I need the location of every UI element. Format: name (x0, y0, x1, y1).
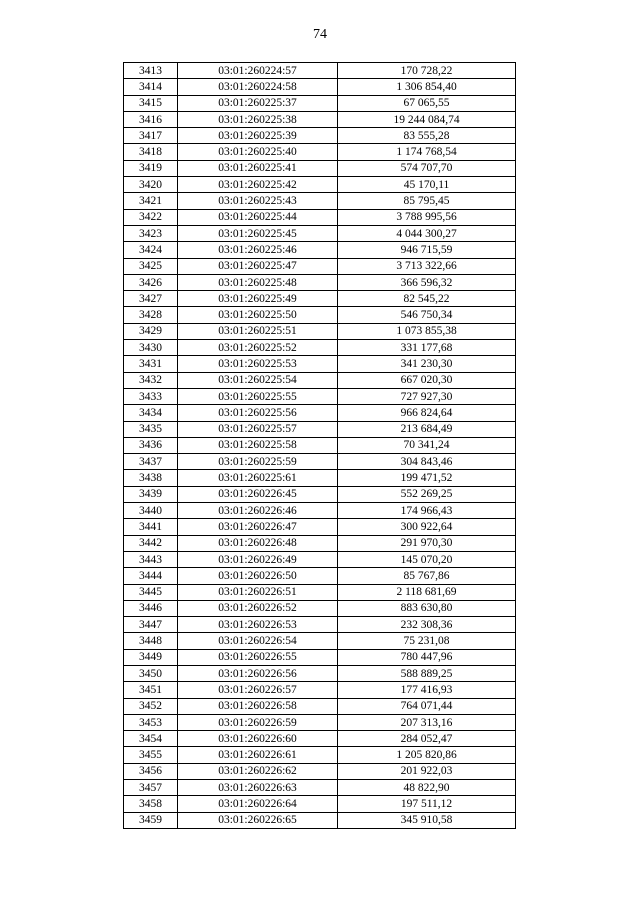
row-number-cell: 3419 (124, 160, 178, 176)
cadastral-value-cell: 291 970,30 (338, 535, 516, 551)
row-number-cell: 3423 (124, 225, 178, 241)
cadastral-value-cell: 85 767,86 (338, 568, 516, 584)
cadastral-value-cell: 588 889,25 (338, 665, 516, 681)
cadastral-value-cell: 331 177,68 (338, 340, 516, 356)
row-number-cell: 3447 (124, 617, 178, 633)
table-row (124, 405, 516, 421)
row-number-cell: 3432 (124, 372, 178, 388)
cadastral-number-cell: 03:01:260226:47 (178, 519, 338, 535)
cadastral-value-cell: 48 822,90 (338, 780, 516, 796)
cadastral-value-cell: 170 728,22 (338, 63, 516, 79)
cadastral-number-cell: 03:01:260225:58 (178, 437, 338, 453)
cadastral-number-cell: 03:01:260225:61 (178, 470, 338, 486)
table-row (124, 340, 516, 356)
cadastral-number-cell: 03:01:260225:49 (178, 291, 338, 307)
table-row (124, 258, 516, 274)
row-number-cell: 3444 (124, 568, 178, 584)
cadastral-number-cell: 03:01:260226:62 (178, 763, 338, 779)
cadastral-value-cell: 764 071,44 (338, 698, 516, 714)
table-row (124, 242, 516, 258)
table-row (124, 551, 516, 567)
cadastral-value-cell: 83 555,28 (338, 128, 516, 144)
table-row (124, 177, 516, 193)
table-row (124, 128, 516, 144)
cadastral-number-cell: 03:01:260226:56 (178, 665, 338, 681)
row-number-cell: 3426 (124, 274, 178, 290)
cadastral-value-cell: 1 205 820,86 (338, 747, 516, 763)
cadastral-value-cell: 345 910,58 (338, 812, 516, 828)
row-number-cell: 3418 (124, 144, 178, 160)
table-row (124, 356, 516, 372)
cadastral-number-cell: 03:01:260226:45 (178, 486, 338, 502)
cadastral-number-cell: 03:01:260225:40 (178, 144, 338, 160)
cadastral-number-cell: 03:01:260225:47 (178, 258, 338, 274)
row-number-cell: 3448 (124, 633, 178, 649)
row-number-cell: 3459 (124, 812, 178, 828)
cadastral-number-cell: 03:01:260226:53 (178, 617, 338, 633)
row-number-cell: 3452 (124, 698, 178, 714)
row-number-cell: 3442 (124, 535, 178, 551)
cadastral-value-cell: 284 052,47 (338, 731, 516, 747)
table-row (124, 796, 516, 812)
row-number-cell: 3445 (124, 584, 178, 600)
cadastral-value-cell: 552 269,25 (338, 486, 516, 502)
table-row (124, 307, 516, 323)
row-number-cell: 3458 (124, 796, 178, 812)
cadastral-value-cell: 946 715,59 (338, 242, 516, 258)
cadastral-number-cell: 03:01:260225:42 (178, 177, 338, 193)
row-number-cell: 3456 (124, 763, 178, 779)
cadastral-value-cell: 300 922,64 (338, 519, 516, 535)
row-number-cell: 3437 (124, 454, 178, 470)
row-number-cell: 3415 (124, 95, 178, 111)
cadastral-value-cell: 966 824,64 (338, 405, 516, 421)
table-row (124, 568, 516, 584)
cadastral-value-cell: 197 511,12 (338, 796, 516, 812)
row-number-cell: 3421 (124, 193, 178, 209)
cadastral-value-cell: 45 170,11 (338, 177, 516, 193)
table-row (124, 437, 516, 453)
row-number-cell: 3436 (124, 437, 178, 453)
cadastral-number-cell: 03:01:260226:60 (178, 731, 338, 747)
cadastral-number-cell: 03:01:260225:48 (178, 274, 338, 290)
cadastral-value-cell: 546 750,34 (338, 307, 516, 323)
cadastral-number-cell: 03:01:260225:57 (178, 421, 338, 437)
table-body (124, 63, 516, 829)
table-row (124, 535, 516, 551)
table-row (124, 274, 516, 290)
cadastral-number-cell: 03:01:260225:59 (178, 454, 338, 470)
row-number-cell: 3424 (124, 242, 178, 258)
row-number-cell: 3455 (124, 747, 178, 763)
cadastral-value-cell: 177 416,93 (338, 682, 516, 698)
table-row (124, 780, 516, 796)
cadastral-value-cell: 1 073 855,38 (338, 323, 516, 339)
cadastral-value-cell: 574 707,70 (338, 160, 516, 176)
table-row (124, 160, 516, 176)
cadastral-number-cell: 03:01:260225:41 (178, 160, 338, 176)
table-row (124, 323, 516, 339)
cadastral-value-cell: 4 044 300,27 (338, 225, 516, 241)
row-number-cell: 3413 (124, 63, 178, 79)
row-number-cell: 3422 (124, 209, 178, 225)
cadastral-value-cell: 199 471,52 (338, 470, 516, 486)
table-row (124, 421, 516, 437)
row-number-cell: 3416 (124, 111, 178, 127)
row-number-cell: 3441 (124, 519, 178, 535)
cadastral-number-cell: 03:01:260226:55 (178, 649, 338, 665)
cadastral-value-cell: 67 065,55 (338, 95, 516, 111)
table-row (124, 747, 516, 763)
table-row (124, 454, 516, 470)
table-row (124, 372, 516, 388)
row-number-cell: 3427 (124, 291, 178, 307)
table-row (124, 79, 516, 95)
cadastral-number-cell: 03:01:260225:45 (178, 225, 338, 241)
cadastral-value-cell: 207 313,16 (338, 714, 516, 730)
row-number-cell: 3446 (124, 600, 178, 616)
cadastral-number-cell: 03:01:260226:64 (178, 796, 338, 812)
row-number-cell: 3451 (124, 682, 178, 698)
row-number-cell: 3414 (124, 79, 178, 95)
row-number-cell: 3443 (124, 551, 178, 567)
cadastral-number-cell: 03:01:260226:50 (178, 568, 338, 584)
row-number-cell: 3453 (124, 714, 178, 730)
cadastral-value-table (123, 62, 516, 829)
table-row (124, 714, 516, 730)
table-row (124, 95, 516, 111)
cadastral-number-cell: 03:01:260225:44 (178, 209, 338, 225)
table-row (124, 209, 516, 225)
cadastral-value-cell: 341 230,30 (338, 356, 516, 372)
page-number: 74 (313, 27, 327, 42)
cadastral-number-cell: 03:01:260225:50 (178, 307, 338, 323)
table-row (124, 698, 516, 714)
cadastral-number-cell: 03:01:260225:53 (178, 356, 338, 372)
cadastral-value-cell: 70 341,24 (338, 437, 516, 453)
row-number-cell: 3429 (124, 323, 178, 339)
row-number-cell: 3454 (124, 731, 178, 747)
row-number-cell: 3431 (124, 356, 178, 372)
table-row (124, 731, 516, 747)
cadastral-value-cell: 3 713 322,66 (338, 258, 516, 274)
cadastral-value-cell: 2 118 681,69 (338, 584, 516, 600)
row-number-cell: 3430 (124, 340, 178, 356)
cadastral-number-cell: 03:01:260225:39 (178, 128, 338, 144)
cadastral-number-cell: 03:01:260226:59 (178, 714, 338, 730)
cadastral-value-cell: 85 795,45 (338, 193, 516, 209)
cadastral-number-cell: 03:01:260226:65 (178, 812, 338, 828)
table-row (124, 665, 516, 681)
table-row (124, 63, 516, 79)
cadastral-number-cell: 03:01:260226:48 (178, 535, 338, 551)
table-row (124, 519, 516, 535)
cadastral-value-cell: 19 244 084,74 (338, 111, 516, 127)
table-row (124, 649, 516, 665)
cadastral-number-cell: 03:01:260226:54 (178, 633, 338, 649)
cadastral-value-cell: 174 966,43 (338, 503, 516, 519)
cadastral-number-cell: 03:01:260226:46 (178, 503, 338, 519)
row-number-cell: 3428 (124, 307, 178, 323)
table-row (124, 503, 516, 519)
cadastral-number-cell: 03:01:260225:38 (178, 111, 338, 127)
table-row (124, 193, 516, 209)
cadastral-number-cell: 03:01:260224:57 (178, 63, 338, 79)
cadastral-number-cell: 03:01:260225:46 (178, 242, 338, 258)
table-row (124, 111, 516, 127)
cadastral-value-cell: 780 447,96 (338, 649, 516, 665)
row-number-cell: 3434 (124, 405, 178, 421)
row-number-cell: 3457 (124, 780, 178, 796)
row-number-cell: 3435 (124, 421, 178, 437)
cadastral-number-cell: 03:01:260225:43 (178, 193, 338, 209)
row-number-cell: 3438 (124, 470, 178, 486)
cadastral-value-cell: 201 922,03 (338, 763, 516, 779)
cadastral-value-cell: 75 231,08 (338, 633, 516, 649)
cadastral-value-cell: 3 788 995,56 (338, 209, 516, 225)
table-row (124, 388, 516, 404)
table-row (124, 682, 516, 698)
cadastral-number-cell: 03:01:260226:52 (178, 600, 338, 616)
cadastral-number-cell: 03:01:260226:61 (178, 747, 338, 763)
cadastral-value-cell: 727 927,30 (338, 388, 516, 404)
row-number-cell: 3450 (124, 665, 178, 681)
cadastral-value-cell: 82 545,22 (338, 291, 516, 307)
table-row (124, 486, 516, 502)
cadastral-number-cell: 03:01:260226:63 (178, 780, 338, 796)
cadastral-value-cell: 366 596,32 (338, 274, 516, 290)
table-row (124, 633, 516, 649)
cadastral-number-cell: 03:01:260225:51 (178, 323, 338, 339)
cadastral-value-cell: 1 174 768,54 (338, 144, 516, 160)
row-number-cell: 3425 (124, 258, 178, 274)
table-row (124, 144, 516, 160)
table-row (124, 225, 516, 241)
cadastral-number-cell: 03:01:260225:55 (178, 388, 338, 404)
cadastral-number-cell: 03:01:260225:37 (178, 95, 338, 111)
row-number-cell: 3449 (124, 649, 178, 665)
table-row (124, 291, 516, 307)
cadastral-number-cell: 03:01:260226:58 (178, 698, 338, 714)
row-number-cell: 3433 (124, 388, 178, 404)
cadastral-value-cell: 667 020,30 (338, 372, 516, 388)
cadastral-value-cell: 883 630,80 (338, 600, 516, 616)
table-row (124, 600, 516, 616)
cadastral-number-cell: 03:01:260226:49 (178, 551, 338, 567)
row-number-cell: 3420 (124, 177, 178, 193)
table-row (124, 763, 516, 779)
cadastral-number-cell: 03:01:260224:58 (178, 79, 338, 95)
cadastral-value-cell: 145 070,20 (338, 551, 516, 567)
cadastral-number-cell: 03:01:260225:52 (178, 340, 338, 356)
row-number-cell: 3440 (124, 503, 178, 519)
row-number-cell: 3417 (124, 128, 178, 144)
cadastral-value-cell: 1 306 854,40 (338, 79, 516, 95)
cadastral-value-cell: 304 843,46 (338, 454, 516, 470)
table-row (124, 584, 516, 600)
cadastral-number-cell: 03:01:260225:56 (178, 405, 338, 421)
cadastral-value-cell: 213 684,49 (338, 421, 516, 437)
table-row (124, 470, 516, 486)
cadastral-number-cell: 03:01:260226:57 (178, 682, 338, 698)
cadastral-number-cell: 03:01:260226:51 (178, 584, 338, 600)
cadastral-number-cell: 03:01:260225:54 (178, 372, 338, 388)
row-number-cell: 3439 (124, 486, 178, 502)
table-row (124, 617, 516, 633)
table-row (124, 812, 516, 828)
cadastral-value-cell: 232 308,36 (338, 617, 516, 633)
